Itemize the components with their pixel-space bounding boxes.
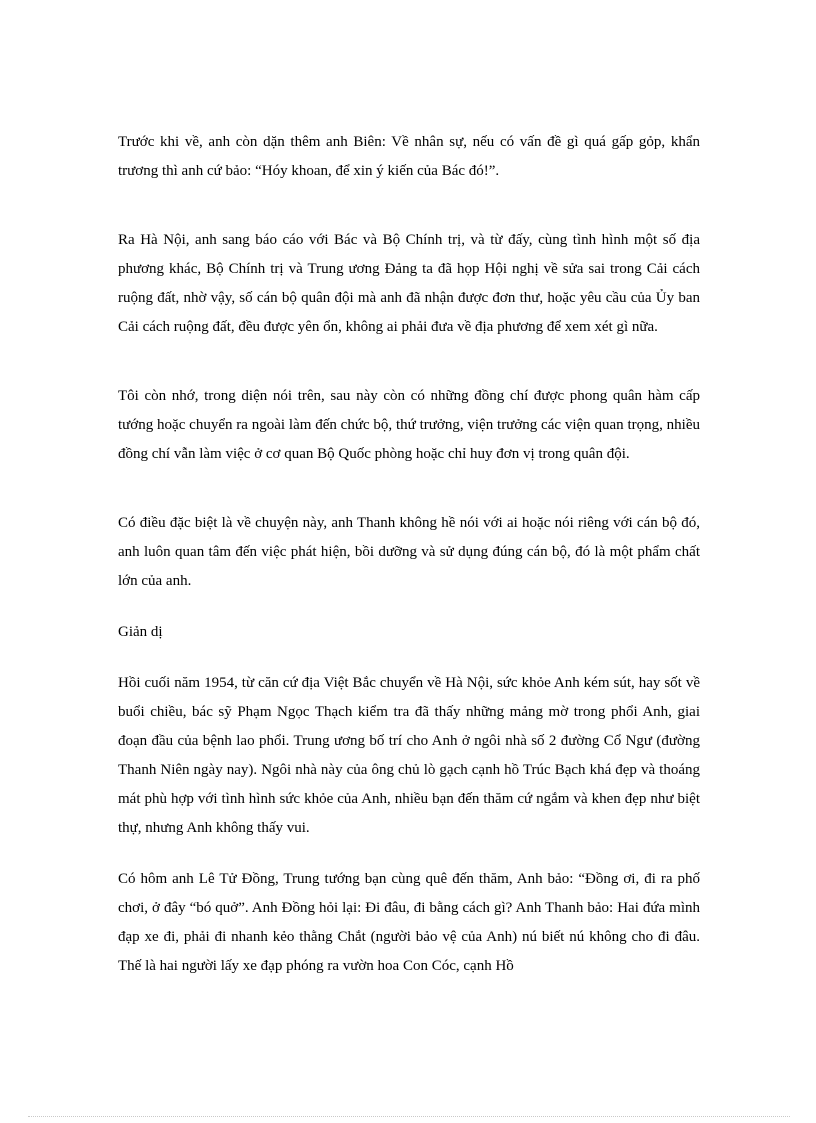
paragraph-1: Trước khi về, anh còn dặn thêm anh Biên: Về nhân sự, nếu có vấn đề gì quá gấp gỏp, khẩn trương thì anh cứ bảo: “Hóy khoan, để xin ý kiến của Bác đó!”. bbox=[118, 134, 700, 179]
page-content bbox=[118, 128, 700, 1021]
section-heading: Giản dị bbox=[118, 624, 163, 640]
paragraph-5: Hồi cuối năm 1954, từ căn cứ địa Việt Bắc chuyển về Hà Nội, sức khỏe Anh kém sút, hay sốt về buổi chiều, bác sỹ Phạm Ngọc Thạch kiểm tra đã thấy những mảng mờ trong phổi Anh, giai đoạn đầu của bệnh lao phổi. Trung ương bố trí cho Anh ở ngôi nhà số 2 đường Cổ Ngư (đường Thanh Niên ngày nay). Ngôi nhà này của ông chủ lò gạch cạnh hồ Trúc Bạch khá đẹp và thoáng mát phù hợp với tình hình sức khỏe của Anh, nhiều bạn đến thăm cứ ngắm và khen đẹp như biệt thự, nhưng Anh không thấy vui. bbox=[118, 675, 700, 836]
paragraph-6: Có hôm anh Lê Tử Đồng, Trung tướng bạn cùng quê đến thăm, Anh bảo: “Đồng ơi, đi ra phố chơi, ở đây “bó quở”. Anh Đồng hỏi lại: Đi đâu, đi bằng cách gì? Anh Thanh bảo: Hai đứa mình đạp xe đi, phải đi nhanh kẻo thằng Chắt (người bảo vệ của Anh) nú biết nú không cho đi đâu. Thế là hai người lấy xe đạp phóng ra vườn hoa Con Cóc, cạnh Hồ bbox=[118, 871, 700, 974]
paragraph-3: Tôi còn nhớ, trong diện nói trên, sau này còn có những đồng chí được phong quân hàm cấp tướng hoặc chuyển ra ngoài làm đến chức bộ, thứ trưởng, viện trưởng các viện quan trọng, nhiều đồng chí vẫn làm việc ở cơ quan Bộ Quốc phòng hoặc chỉ huy đơn vị trong quân đội. bbox=[118, 388, 700, 462]
paragraph-2: Ra Hà Nội, anh sang báo cáo với Bác và Bộ Chính trị, và từ đấy, cùng tình hình một số địa phương khác, Bộ Chính trị và Trung ương Đảng ta đã họp Hội nghị về sửa sai trong Cải cách ruộng đất, nhờ vậy, số cán bộ quân đội mà anh đã nhận được đơn thư, hoặc yêu cầu của Ủy ban Cải cách ruộng đất, đều được yên ổn, không ai phải đưa về địa phương để xem xét gì nữa. bbox=[118, 232, 700, 335]
paragraph-4: Có điều đặc biệt là về chuyện này, anh Thanh không hề nói với ai hoặc nói riêng với cán bộ đó, anh luôn quan tâm đến việc phát hiện, bồi dưỡng và sử dụng đúng cán bộ, đó là một phẩm chất lớn của anh. bbox=[118, 515, 700, 589]
page-break-divider bbox=[28, 1116, 790, 1117]
